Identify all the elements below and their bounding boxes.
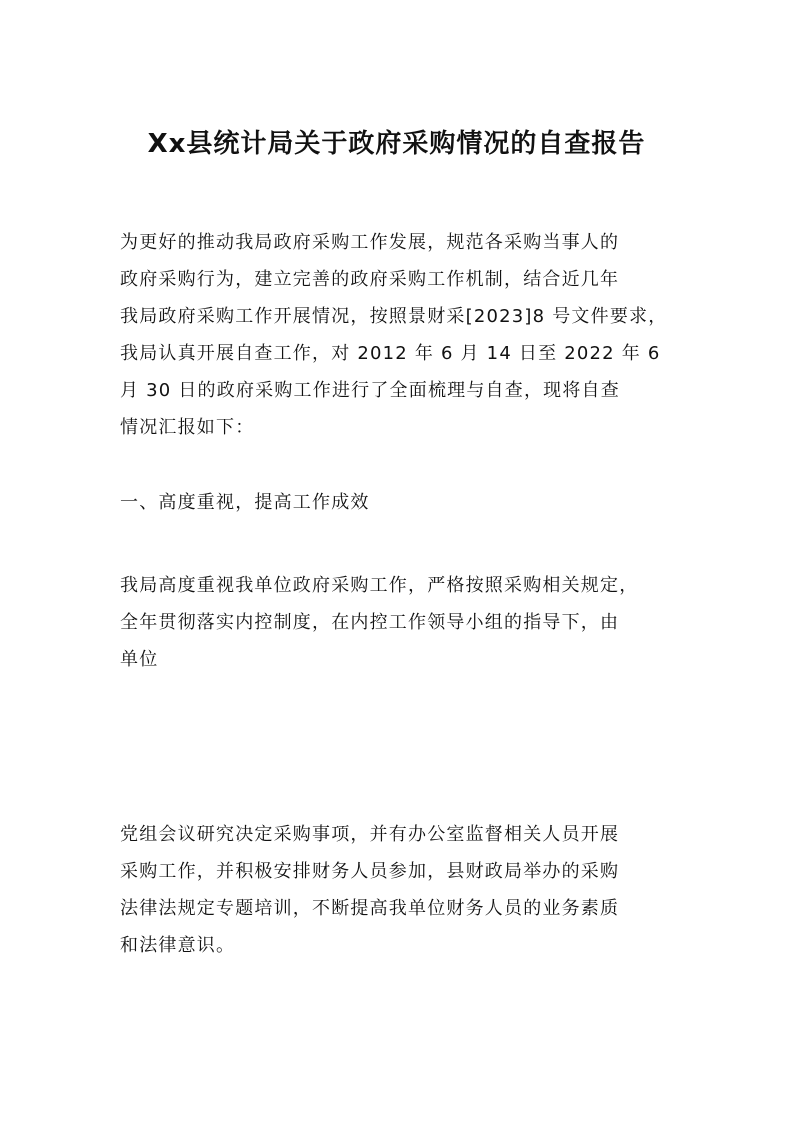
section-1-heading: 一、高度重视，提高工作成效 (120, 492, 370, 513)
paragraph-1-line-4: 我局认真开展自查工作，对 2012 年 6 月 14 日至 2022 年 6 (120, 343, 661, 364)
paragraph-3-line-1: 党组会议研究决定采购事项，并有办公室监督相关人员开展 (120, 824, 620, 845)
paragraph-3-line-2: 采购工作，并积极安排财务人员参加，县财政局举办的采购 (120, 861, 620, 882)
paragraph-2-line-1: 我局高度重视我单位政府采购工作，严格按照采购相关规定， (120, 575, 639, 596)
paragraph-1-line-1: 为更好的推动我局政府采购工作发展，规范各采购当事人的 (120, 232, 620, 253)
paragraph-1-line-5: 月 30 日的政府采购工作进行了全面梳理与自查，现将自查 (120, 380, 620, 401)
paragraph-2-line-2: 全年贯彻落实内控制度，在内控工作领导小组的指导下，由 (120, 612, 620, 633)
paragraph-1-line-6: 情况汇报如下： (120, 417, 255, 438)
paragraph-3-line-4: 和法律意识。 (120, 935, 236, 956)
document-title: Xx县统计局关于政府采购情况的自查报告 (147, 129, 646, 159)
paragraph-1-line-3: 我局政府采购工作开展情况，按照景财采[2023]8 号文件要求， (120, 306, 668, 327)
paragraph-3-line-3: 法律法规定专题培训，不断提高我单位财务人员的业务素质 (120, 898, 620, 919)
paragraph-2-line-3: 单位 (120, 649, 159, 670)
paragraph-1-line-2: 政府采购行为，建立完善的政府采购工作机制，结合近几年 (120, 269, 620, 290)
